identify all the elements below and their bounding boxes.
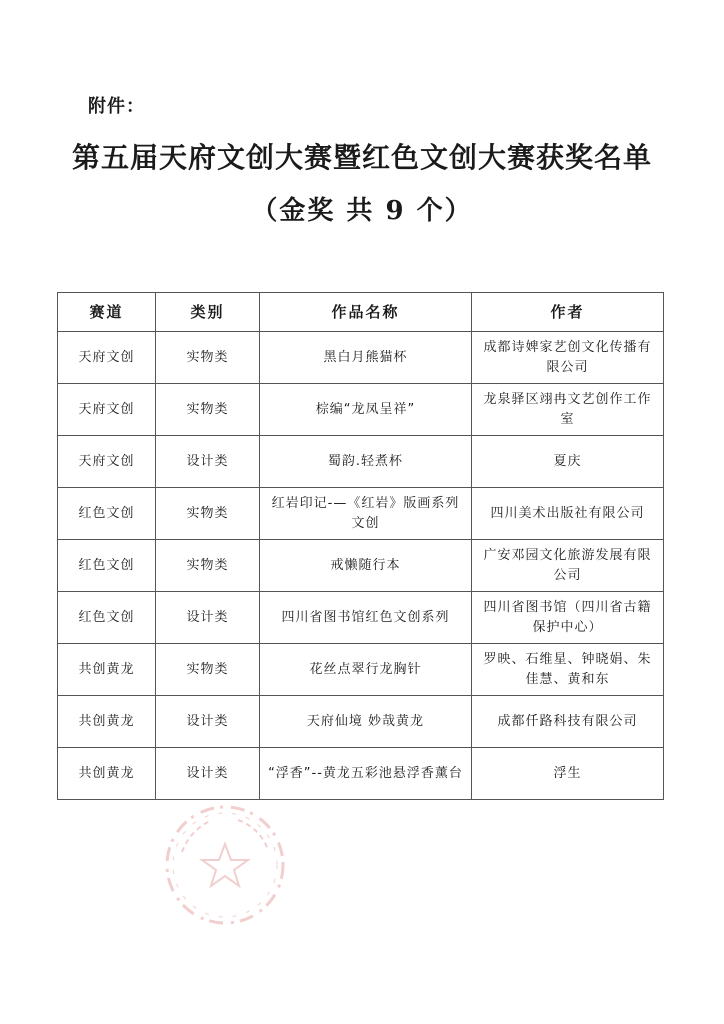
table-row [58,332,664,384]
attachment-label: 附件： [88,96,145,117]
header-category: 类别 [156,293,260,332]
document-title: 第五届天府文创大赛暨红色文创大赛获奖名单 [71,141,652,174]
cell-author: 成都仟路科技有限公司 [472,696,664,748]
cell-track: 共创黄龙 [58,644,156,696]
cell-category: 实物类 [156,332,260,384]
cell-work-name: 黑白月熊猫杯 [260,332,472,384]
cell-category: 设计类 [156,592,260,644]
header-work-name: 作品名称 [260,293,472,332]
cell-author: 成都诗婢家艺创文化传播有限公司 [472,332,664,384]
cell-track: 红色文创 [58,488,156,540]
cell-work-name: 蜀韵.轻煮杯 [260,436,472,488]
document-subtitle: （金奖 共 9 个） [251,196,473,226]
table-header-row [58,293,664,332]
cell-category: 设计类 [156,748,260,800]
table-row [58,488,664,540]
table-row [58,592,664,644]
cell-category: 实物类 [156,488,260,540]
cell-track: 天府文创 [58,384,156,436]
award-table [57,292,664,800]
table-row [58,696,664,748]
cell-author: 龙泉驿区翊冉文艺创作工作室 [472,384,664,436]
cell-work-name: 花丝点翠行龙胸针 [260,644,472,696]
cell-author: 夏庆 [472,436,664,488]
cell-track: 红色文创 [58,540,156,592]
cell-author: 罗映、石维星、钟晓娟、朱佳慧、黄和东 [472,644,664,696]
table-row [58,384,664,436]
cell-author: 四川美术出版社有限公司 [472,488,664,540]
header-track: 赛道 [58,293,156,332]
table-row [58,748,664,800]
table-row [58,644,664,696]
table-row [58,436,664,488]
cell-track: 天府文创 [58,436,156,488]
cell-track: 共创黄龙 [58,748,156,800]
cell-author: 浮生 [472,748,664,800]
cell-work-name: 四川省图书馆红色文创系列 [260,592,472,644]
cell-category: 实物类 [156,644,260,696]
table-row [58,540,664,592]
cell-work-name: 戒懒随行本 [260,540,472,592]
cell-work-name: 天府仙境 妙哉黄龙 [260,696,472,748]
cell-category: 设计类 [156,696,260,748]
cell-author: 四川省图书馆（四川省古籍保护中心） [472,592,664,644]
cell-track: 红色文创 [58,592,156,644]
cell-author: 广安邓园文化旅游发展有限公司 [472,540,664,592]
cell-category: 实物类 [156,540,260,592]
cell-track: 共创黄龙 [58,696,156,748]
cell-work-name: 红岩印记-—《红岩》版画系列文创 [260,488,472,540]
cell-work-name: 棕编“龙凤呈祥” [260,384,472,436]
cell-category: 实物类 [156,384,260,436]
header-author: 作者 [472,293,664,332]
cell-track: 天府文创 [58,332,156,384]
cell-category: 设计类 [156,436,260,488]
official-seal-stamp [160,800,290,930]
cell-work-name: “浮香”--黄龙五彩池悬浮香薰台 [260,748,472,800]
